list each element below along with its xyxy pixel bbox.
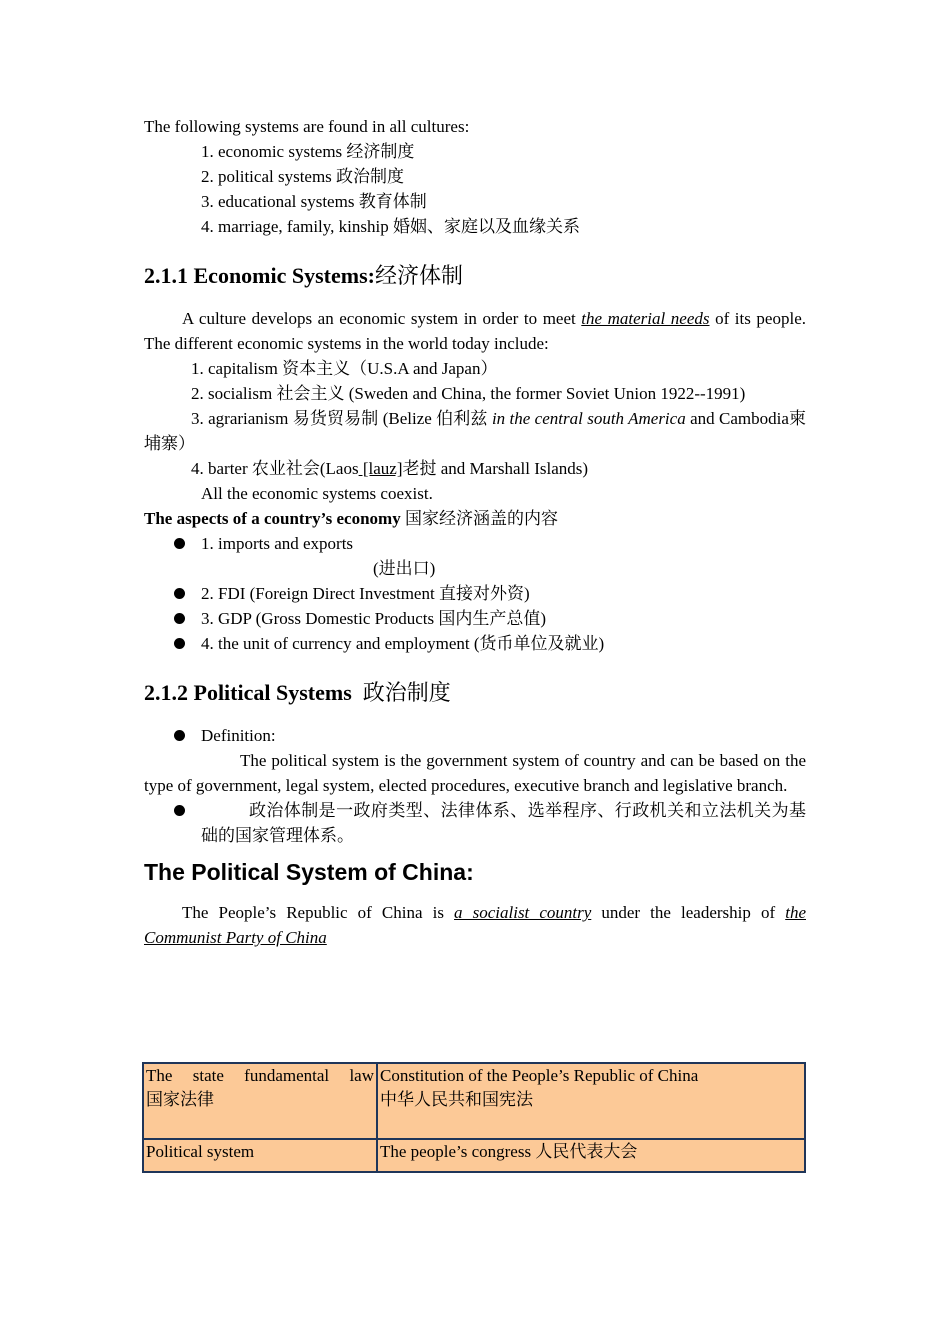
bullet-icon <box>174 613 185 624</box>
bullet-icon <box>174 588 185 599</box>
bullet-definition-zh: 政治体制是一政府类型、法律体系、选举程序、行政机关和立法机关为基础的国家管理体系。 <box>144 798 806 848</box>
intro-item-2: 2. political systems 政治制度 <box>201 167 405 186</box>
document-page <box>144 114 806 950</box>
intro-lead: The following systems are found in all cultures: <box>144 117 470 136</box>
economic-systems-heading: 2.1.1 Economic Systems:经济体制 <box>144 263 463 289</box>
table-cell: Constitution of the People’s Republic of China 中华人民共和国宪法 <box>377 1063 805 1139</box>
econ-item-agrarianism: 3. agrarianism 易货贸易制 (Belize 伯利兹 in the central south America and Cambodia柬埔寨） <box>144 409 806 453</box>
table-cell: The people’s congress 人民代表大会 <box>377 1139 805 1172</box>
bullet-icon <box>174 538 185 549</box>
bullet-definition: Definition: <box>144 723 806 748</box>
aspects-heading: The aspects of a country’s economy 国家经济涵盖的内容 <box>144 509 558 528</box>
china-paragraph: The People’s Republic of China is a socialist country under the leadership of the Communist Party of China <box>144 903 806 947</box>
table-cell: Political system <box>143 1139 377 1172</box>
economic-intro-paragraph: A culture develops an economic system in order to meet the material needs of its people. The different economic systems in the world today include: <box>144 309 806 353</box>
table-row <box>143 1139 805 1172</box>
bullet-icon <box>174 730 185 741</box>
bullet-fdi: 2. FDI (Foreign Direct Investment 直接对外资) <box>144 581 806 606</box>
bullet-currency: 4. the unit of currency and employment (货币单位及就业) <box>144 631 806 656</box>
political-systems-heading: 2.1.2 Political Systems 政治制度 <box>144 680 451 706</box>
coexist-text: All the economic systems coexist. <box>201 484 433 503</box>
econ-item-barter: 4. barter 农业社会(Laos [lauz]老挝 and Marshall Islands) <box>191 459 589 478</box>
bullet-icon <box>174 638 185 649</box>
econ-item-socialism: 2. socialism 社会主义 (Sweden and China, the former Soviet Union 1922--1991) <box>191 384 746 403</box>
bullet-gdp: 3. GDP (Gross Domestic Products 国内生产总值) <box>144 606 806 631</box>
imports-exports-zh: (进出口) <box>373 559 436 578</box>
laos-pronunciation-link[interactable]: [lauz] <box>358 459 403 478</box>
econ-item-capitalism: 1. capitalism 资本主义（U.S.A and Japan） <box>191 359 498 378</box>
bullet-icon <box>174 805 185 816</box>
intro-item-1: 1. economic systems 经济制度 <box>201 142 415 161</box>
intro-item-4: 4. marriage, family, kinship 婚姻、家庭以及血缘关系 <box>201 217 580 236</box>
table-cell: The state fundamental law 国家法律 <box>143 1063 377 1139</box>
definition-text: The political system is the government system of country and can be based on the type of government, legal system, elected procedures, executive branch and legislative branch. <box>144 751 806 795</box>
political-info-table <box>142 1062 806 1173</box>
intro-item-3: 3. educational systems 教育体制 <box>201 192 427 211</box>
material-needs-link[interactable]: the material needs <box>581 309 710 328</box>
socialist-country-link[interactable]: a socialist country <box>454 903 592 922</box>
communist-party-link[interactable]: the Communist Party of China <box>144 903 806 947</box>
table-row <box>143 1063 805 1139</box>
bullet-imports-exports: 1. imports and exports <box>144 531 806 556</box>
china-political-system-heading: The Political System of China: <box>144 859 474 885</box>
